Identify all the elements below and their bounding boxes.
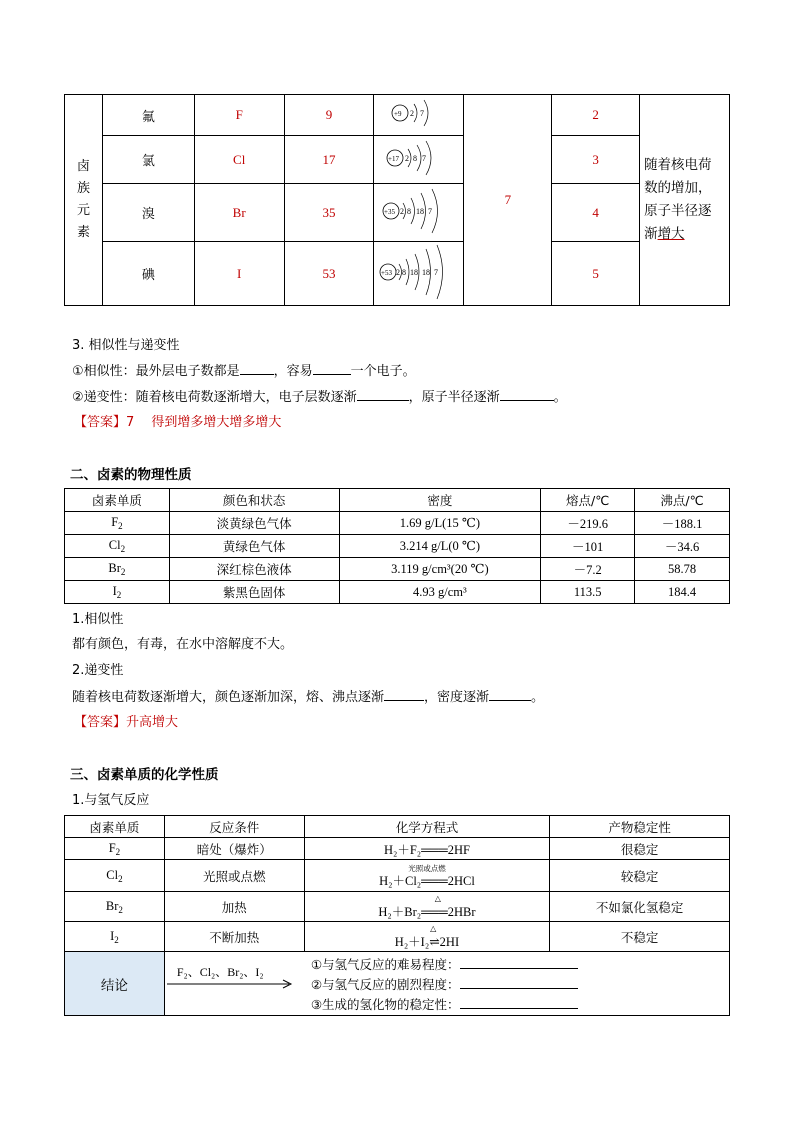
similarity-line — [72, 362, 416, 381]
similarity-text-c: 一个电子。 — [350, 364, 416, 379]
boiling-point: 58.78 — [635, 558, 730, 581]
hydrogen-reaction-table — [64, 815, 730, 1016]
boiling-point: －188.1 — [635, 512, 730, 535]
equation-condition: △ — [434, 893, 441, 903]
equation-condition: 光照或点燃 — [408, 863, 446, 873]
density: 4.93 g/cm³ — [339, 581, 541, 604]
atomic-number: 35 — [284, 184, 374, 242]
table-row — [65, 512, 730, 535]
element-name: 氯 — [102, 136, 194, 184]
density: 1.69 g/L(15 ℃) — [339, 512, 541, 535]
blank — [384, 688, 424, 701]
reaction-condition: 暗处（爆炸） — [164, 838, 304, 860]
reaction-condition: 光照或点燃 — [164, 860, 304, 892]
halogen-structure-table — [64, 94, 730, 306]
gradation-physical-line — [72, 688, 544, 707]
atom-structure-diagram — [374, 184, 464, 242]
shell-count: 3 — [552, 136, 640, 184]
svg-text:2: 2 — [409, 109, 414, 118]
halogen-formula: $I_2$ — [65, 581, 170, 604]
svg-text:8: 8 — [401, 267, 406, 277]
boiling-point: 184.4 — [635, 581, 730, 604]
shell-count: 5 — [552, 242, 640, 306]
atom-diagram-br — [379, 186, 459, 236]
section-heading-chemical: 三、卤素单质的化学性质 — [70, 767, 219, 783]
atom-diagram-cl — [381, 138, 457, 178]
color-state: 深红棕色液体 — [169, 558, 339, 581]
blank — [240, 362, 274, 375]
chemical-equation-cell — [304, 892, 550, 922]
halogen-formula: $I_2$ — [65, 922, 165, 952]
svg-text:7: 7 — [433, 267, 438, 277]
chemical-equation: H₂＋Br₂═══2HBr — [378, 904, 476, 919]
atom-structure-diagram — [374, 242, 464, 306]
halogen-formula: $F_2$ — [65, 838, 165, 860]
arrow-label: F₂、Cl₂、Br₂、I₂ — [176, 964, 264, 979]
svg-text:18: 18 — [415, 206, 424, 216]
element-name: 碘 — [102, 242, 194, 306]
table-row — [65, 892, 730, 922]
table-row — [65, 581, 730, 604]
melting-point: －7.2 — [541, 558, 635, 581]
element-symbol: I — [194, 242, 284, 306]
similarity-text: 都有颜色，有毒，在水中溶解度不大。 — [72, 637, 294, 652]
chemical-equation: H₂＋F₂═══2HF — [304, 838, 550, 860]
conclusion-item: ③生成的氢化物的稳定性： — [311, 995, 578, 1015]
blank — [357, 388, 409, 401]
atomic-number: 9 — [284, 95, 374, 136]
melting-point: －101 — [541, 535, 635, 558]
gradation-line — [72, 388, 567, 407]
svg-text:18: 18 — [421, 267, 430, 277]
melting-point: －219.6 — [541, 512, 635, 535]
density: 3.119 g/cm³(20 ℃) — [339, 558, 541, 581]
chemical-equation-cell — [304, 860, 550, 892]
conclusion-item: ②与氢气反应的剧烈程度： — [311, 975, 578, 995]
equation-condition: △ — [430, 923, 437, 933]
svg-text:2: 2 — [395, 267, 400, 277]
element-name: 溴 — [102, 184, 194, 242]
similarity-text-a: ①相似性：最外层电子数都是 — [72, 364, 240, 379]
group-label: 卤族元素 — [76, 159, 90, 240]
group-label-cell — [65, 95, 103, 306]
table-row — [65, 535, 730, 558]
answer-text: 7 得到增多增大增多增大 — [126, 415, 282, 430]
halogen-formula: $Br_2$ — [65, 892, 165, 922]
physical-properties-table — [64, 488, 730, 604]
atom-diagram-i — [377, 243, 461, 301]
product-stability: 很稳定 — [550, 838, 730, 860]
halogen-formula: $Cl_2$ — [65, 860, 165, 892]
product-stability: 不如氯化氢稳定 — [550, 892, 730, 922]
chemical-equation: H₂＋Cl₂═══2HCl — [379, 873, 475, 888]
column-header: 卤素单质 — [65, 816, 165, 838]
table-row — [65, 860, 730, 892]
section-heading-physical: 二、卤素的物理性质 — [70, 467, 192, 483]
gradation-text-b: ，原子半径逐渐 — [408, 390, 500, 405]
shell-count: 4 — [552, 184, 640, 242]
color-state: 黄绿色气体 — [169, 535, 339, 558]
element-symbol: Br — [194, 184, 284, 242]
svg-text:7: 7 — [421, 153, 426, 163]
chemical-equation-cell — [304, 922, 550, 952]
answer-label: 【答案】 — [74, 715, 127, 730]
right-arrow-icon — [165, 979, 295, 989]
gradation-physical-a: 随着核电荷数逐渐增大，颜色逐渐加深，熔、沸点逐渐 — [72, 690, 385, 705]
column-header: 产物稳定性 — [550, 816, 730, 838]
element-name: 氟 — [102, 95, 194, 136]
atom-diagram-f — [384, 96, 454, 130]
svg-text:7: 7 — [419, 109, 424, 118]
column-header: 熔点/℃ — [541, 489, 635, 512]
svg-text:+17: +17 — [387, 154, 399, 163]
gradation-text-a: ②递变性：随着核电荷数逐渐增大，电子层数逐渐 — [72, 390, 357, 405]
conclusion-label: 结论 — [65, 952, 165, 1016]
table-row — [65, 838, 730, 860]
conclusion-item: ①与氢气反应的难易程度： — [311, 955, 578, 975]
product-stability: 不稳定 — [550, 922, 730, 952]
answer-line — [74, 714, 178, 732]
svg-text:+53: +53 — [380, 268, 392, 277]
halogen-formula: $Cl_2$ — [65, 535, 170, 558]
trend-answer: 增大 — [657, 226, 685, 242]
trend-cell — [640, 95, 730, 306]
chemical-equation: H₂＋I₂⇌2HI — [394, 934, 460, 949]
svg-text:+9: +9 — [393, 110, 402, 118]
answer-text: 升高增大 — [126, 715, 179, 730]
svg-text:+35: +35 — [383, 207, 395, 216]
conclusion-items — [311, 955, 578, 1015]
column-header: 沸点/℃ — [635, 489, 730, 512]
atom-structure-diagram — [374, 95, 464, 136]
outer-electron-count: 7 — [464, 95, 552, 306]
gradation-text-c: 。 — [553, 390, 567, 405]
density: 3.214 g/L(0 ℃) — [339, 535, 541, 558]
product-stability: 较稳定 — [550, 860, 730, 892]
element-symbol: Cl — [194, 136, 284, 184]
svg-text:7: 7 — [427, 206, 432, 216]
svg-text:2: 2 — [399, 206, 404, 216]
atom-structure-diagram — [374, 136, 464, 184]
blank — [500, 388, 554, 401]
halogen-formula: $Br_2$ — [65, 558, 170, 581]
blank — [313, 362, 351, 375]
gradation-subheading: 2.递变性 — [72, 663, 124, 678]
similarity-text-b: ，容易 — [273, 364, 313, 379]
blank — [489, 688, 531, 701]
gradation-physical-c: 。 — [531, 690, 545, 705]
atomic-number: 53 — [284, 242, 374, 306]
reaction-condition: 不断加热 — [164, 922, 304, 952]
svg-text:2: 2 — [404, 153, 409, 163]
melting-point: 113.5 — [541, 581, 635, 604]
gradation-physical-b: ，密度逐渐 — [424, 690, 490, 705]
element-symbol: F — [194, 95, 284, 136]
svg-text:18: 18 — [409, 267, 418, 277]
column-header: 反应条件 — [164, 816, 304, 838]
conclusion-cell — [164, 952, 729, 1016]
svg-text:8: 8 — [406, 206, 411, 216]
similarity-trend-heading: 3. 相似性与递变性 — [72, 338, 180, 353]
boiling-point: －34.6 — [635, 535, 730, 558]
column-header: 化学方程式 — [304, 816, 550, 838]
answer-line — [74, 414, 281, 432]
color-state: 淡黄绿色气体 — [169, 512, 339, 535]
color-state: 紫黑色固体 — [169, 581, 339, 604]
column-header: 颜色和状态 — [169, 489, 339, 512]
table-row — [65, 558, 730, 581]
halogen-formula: $F_2$ — [65, 512, 170, 535]
column-header: 密度 — [339, 489, 541, 512]
trend-text: 随着核电荷数的增加，原子半径逐渐 — [644, 157, 712, 242]
hydrogen-reaction-subheading: 1.与氢气反应 — [72, 793, 150, 808]
svg-text:8: 8 — [412, 153, 417, 163]
similarity-subheading: 1.相似性 — [72, 612, 124, 627]
reaction-condition: 加热 — [164, 892, 304, 922]
column-header: 卤素单质 — [65, 489, 170, 512]
answer-label: 【答案】 — [74, 415, 127, 430]
table-row — [65, 922, 730, 952]
shell-count: 2 — [552, 95, 640, 136]
atomic-number: 17 — [284, 136, 374, 184]
